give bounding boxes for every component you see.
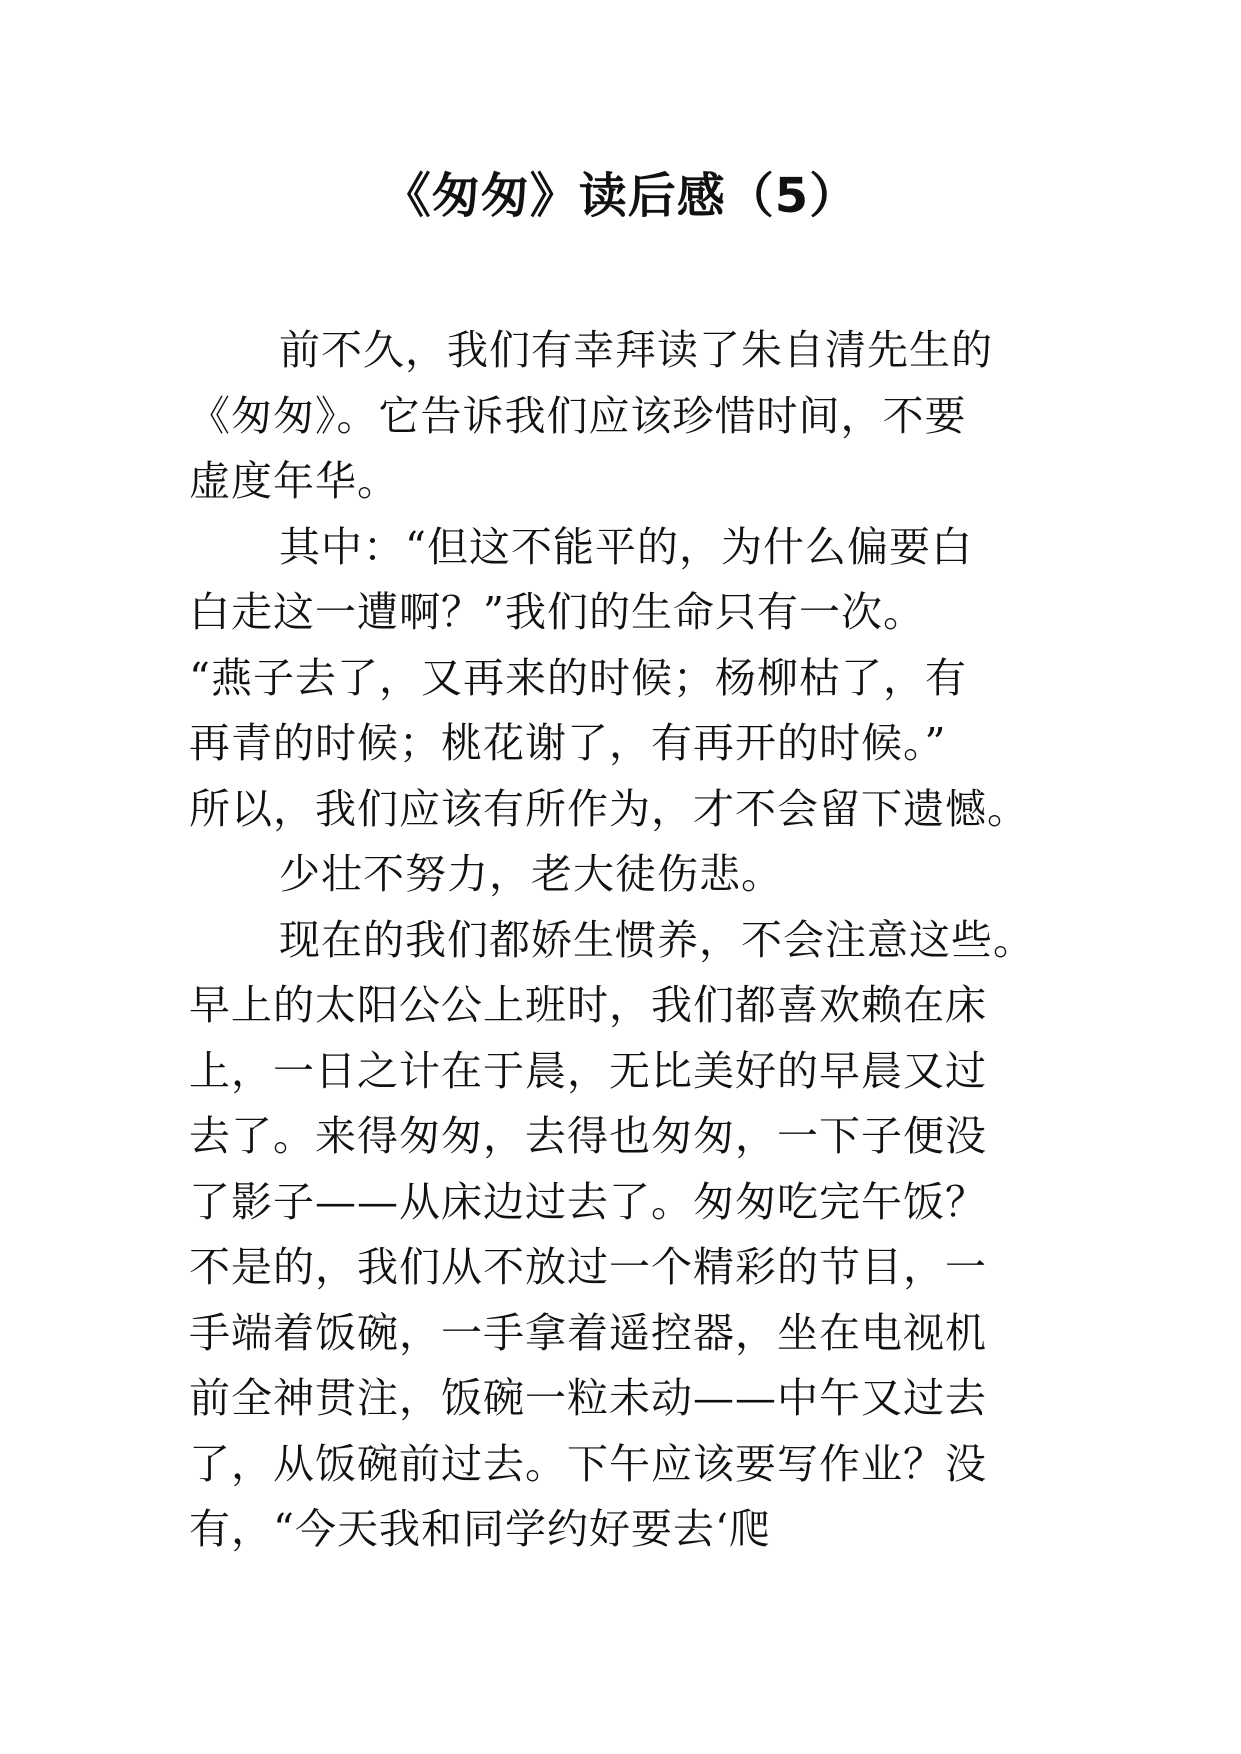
text-line: 手端着饭碗，一手拿着遥控器，坐在电视机 bbox=[189, 1308, 987, 1357]
text-line: “燕子去了，又再来的时候；杨柳枯了，有 bbox=[189, 653, 967, 702]
text-line: 了影子——从床边过去了。匆匆吃完午饭？ bbox=[189, 1177, 987, 1226]
text-line: 前不久，我们有幸拜读了朱自清先生的 bbox=[279, 326, 993, 374]
text-line: 虚度年华。 bbox=[189, 457, 399, 505]
text-line: 上，一日之计在于晨，无比美好的早晨又过 bbox=[189, 1046, 987, 1095]
text-line: 不是的，我们从不放过一个精彩的节目，一 bbox=[189, 1243, 987, 1291]
text-line: 再青的时候；桃花谢了，有再开的时候。” bbox=[189, 719, 947, 767]
text-line: 其中：“但这不能平的，为什么偏要白 bbox=[279, 522, 973, 571]
text-line: 有，“今天我和同学约好要去‘爬 bbox=[189, 1505, 771, 1553]
text-line: 现在的我们都娇生惯养，不会注意这些。 bbox=[279, 915, 1035, 964]
text-line: 前全神贯注，饭碗一粒未动——中午又过去 bbox=[189, 1374, 987, 1422]
text-line: 少壮不努力，老大徒伤悲。 bbox=[279, 850, 783, 898]
text-line: 早上的太阳公公上班时，我们都喜欢赖在床 bbox=[189, 981, 987, 1029]
document-title: 《匆匆》读后感（5） bbox=[382, 168, 859, 224]
text-line: 了，从饭碗前过去。下午应该要写作业？没 bbox=[189, 1439, 987, 1488]
text-line: 去了。来得匆匆，去得也匆匆，一下子便没 bbox=[189, 1112, 987, 1160]
text-line: 所以，我们应该有所作为，才不会留下遗憾。 bbox=[189, 784, 1029, 833]
text-line: 《匆匆》。它告诉我们应该珍惜时间，不要 bbox=[189, 391, 967, 440]
document-body bbox=[189, 318, 1069, 1563]
text-line: 白走这一遭啊？”我们的生命只有一次。 bbox=[189, 588, 925, 636]
